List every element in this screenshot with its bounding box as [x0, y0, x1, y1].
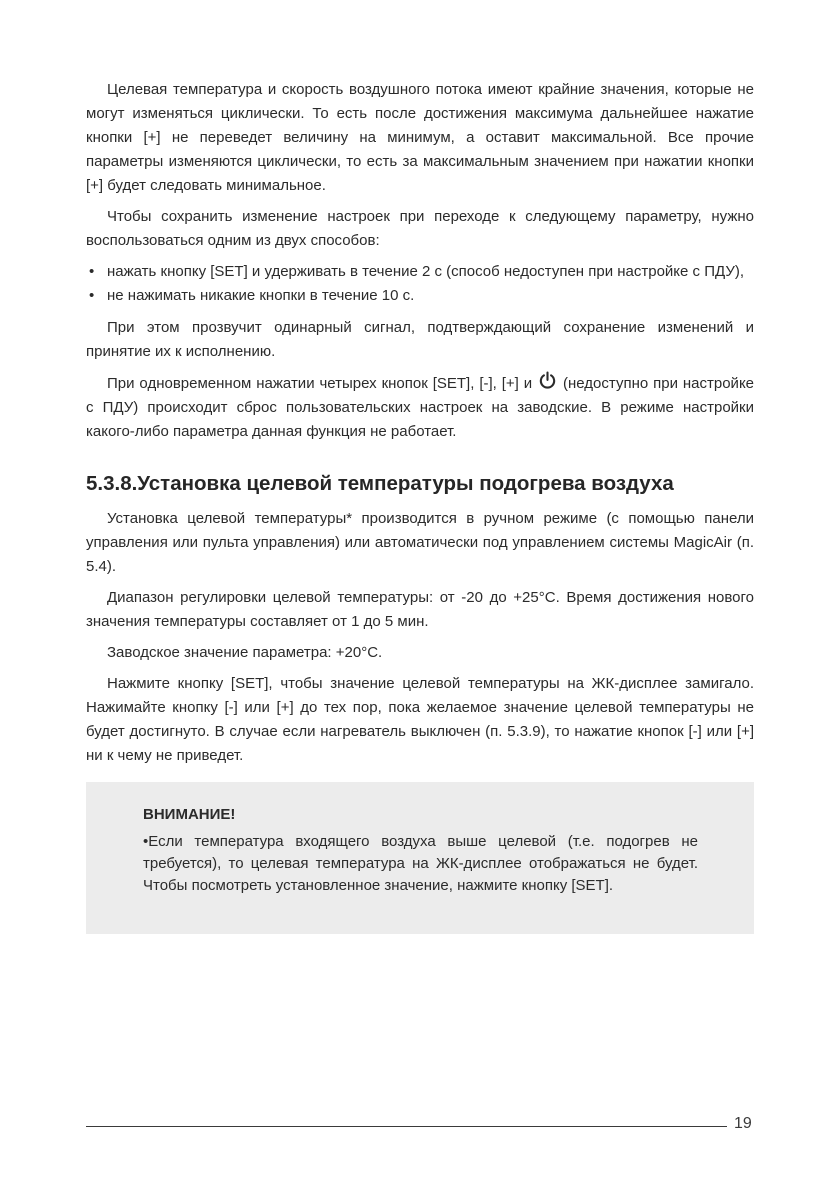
reset-text-end: (недоступно при настройке с ПДУ) происходит сброс пользовательских настроек на заводские. В режиме настройки какого-либо параметра данная функция не работает. [86, 375, 755, 440]
paragraph-range: Диапазон регулировки целевой температуры: от -20 до +25°C. Время достижения нового значения температуры составляет от 1 до 5 мин. [86, 589, 754, 630]
list-item-text: не нажимать никакие кнопки в течение 10 с. [107, 287, 415, 304]
power-icon [538, 371, 557, 390]
paragraph-save-methods: Чтобы сохранить изменение настроек при переходе к следующему параметру, нужно воспользоваться одним из двух способов: [86, 208, 754, 249]
paragraph-cyclic-values: Целевая температура и скорость воздушного потока имеют крайние значения, которые не могут изменяться циклически. То есть после достижения максимума дальнейшее нажатие кнопки [+] не переведет величину на минимум, а оставит максимальной. Все прочие параметры изменяются циклически, то есть за максимальным значением при нажатии кнопки [+] будет следовать минимальное. [86, 81, 754, 194]
paragraph-reset [86, 371, 754, 444]
paragraph-signal: При этом прозвучит одинарный сигнал, подтверждающий сохранение изменений и принятие их к исполнению. [86, 319, 754, 360]
note-text: •Если температура входящего воздуха выше целевой (т.е. подогрев не требуется), то целевая температура на ЖК-дисплее отображаться не будет. Чтобы посмотреть установленное значение, нажмите кнопку [SET]. [143, 833, 698, 894]
section-heading: 5.3.8.Установка целевой температуры подогрева воздуха [86, 472, 674, 495]
save-methods-list [86, 260, 754, 308]
bullet-marker: • [89, 263, 95, 280]
page-number: 19 [734, 1115, 752, 1132]
note-title: ВНИМАНИЕ! [143, 806, 236, 823]
reset-text-start: При одновременном нажатии четырех кнопок [SET], [-], [+] и [107, 375, 533, 392]
paragraph-instructions: Нажмите кнопку [SET], чтобы значение целевой температуры на ЖК-дисплее замигало. Нажимайте кнопку [-] или [+] до тех пор, пока желаемое значение целевой температуры не будет достигнуто. В случае если нагреватель выключен (п. 5.3.9), то нажатие кнопок [-] или [+] ни к чему не приведет. [86, 675, 754, 764]
list-item [86, 260, 754, 284]
paragraph-target-setting: Установка целевой температуры* производится в ручном режиме (с помощью панели управления или пульта управления) или автоматически под управлением системы MagicAir (п. 5.4). [86, 510, 754, 575]
page-content [86, 78, 754, 934]
list-item-text: нажать кнопку [SET] и удерживать в течение 2 с (способ недоступен при настройке с ПДУ), [107, 263, 745, 280]
bullet-marker: • [89, 287, 95, 304]
footer-divider [86, 1126, 727, 1127]
attention-note [86, 782, 754, 934]
list-item [86, 284, 754, 308]
paragraph-factory-value: Заводское значение параметра: +20°C. [107, 644, 383, 661]
